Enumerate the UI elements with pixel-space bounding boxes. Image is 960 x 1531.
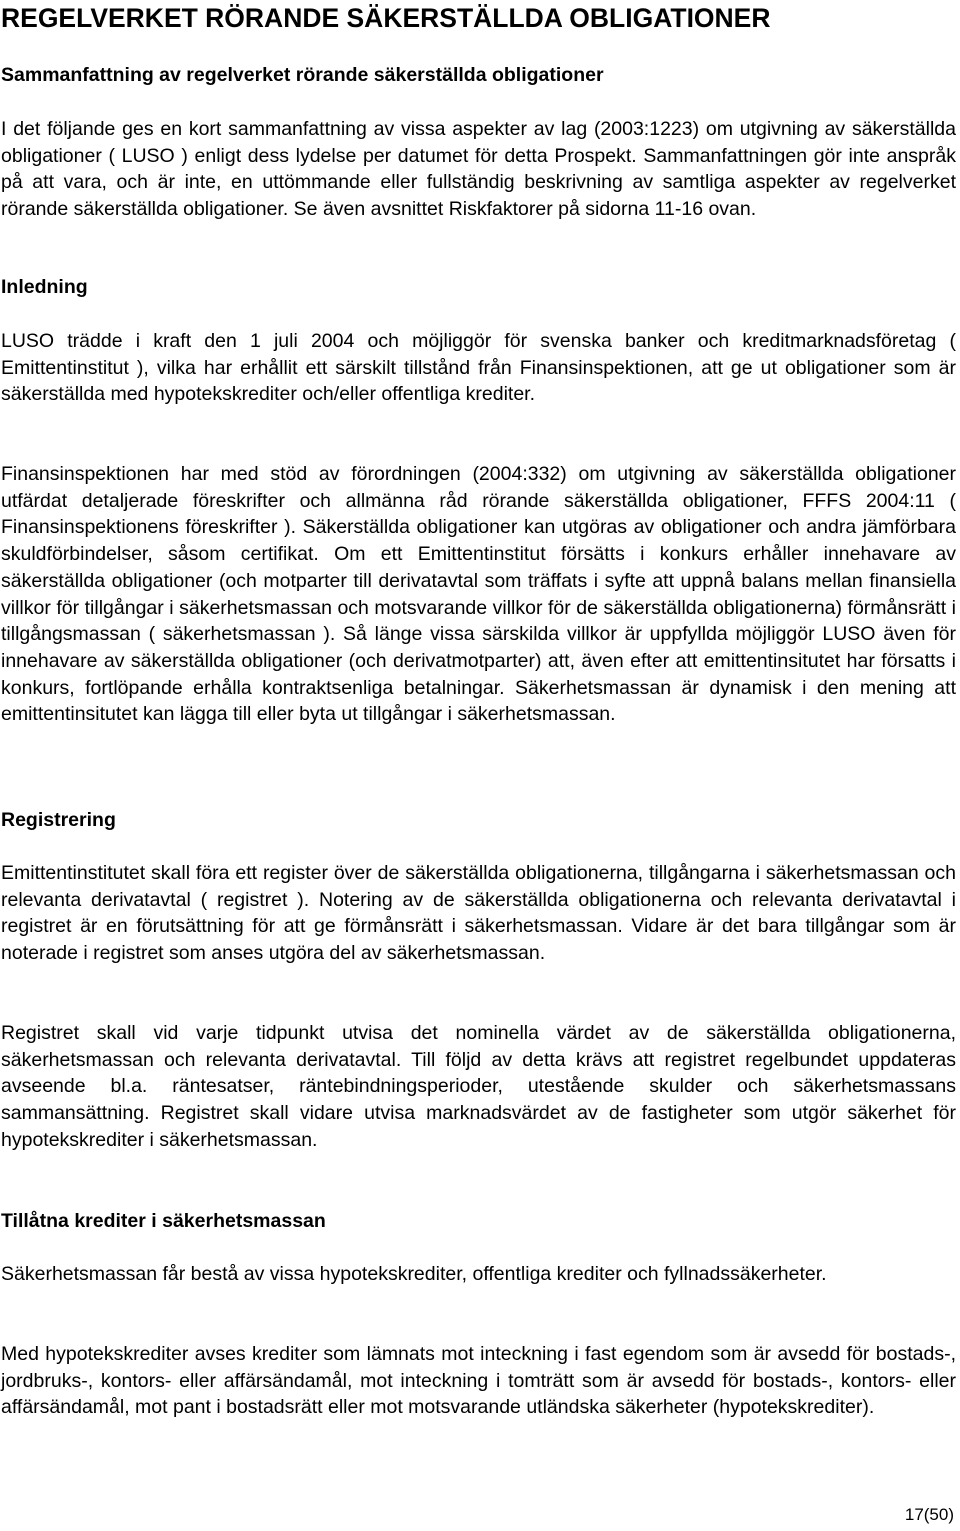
section-heading-inledning: Inledning xyxy=(1,276,88,298)
section-heading-registrering: Registrering xyxy=(1,809,116,831)
document-subtitle: Sammanfattning av regelverket rörande säkerställda obligationer xyxy=(1,64,604,86)
document-title: REGELVERKET RÖRANDE SÄKERSTÄLLDA OBLIGATIONER xyxy=(1,3,771,33)
inledning-paragraph-2: Finansinspektionen har med stöd av förordningen (2004:332) om utgivning av säkerställda obligationer utfärdat detaljerade föreskrifter och allmänna råd rörande säkerställda obligationer, FFFS 2004:11 ( Finansinspektionens föreskrifter ). Säkerställda obligationer kan utgöras av obligationer och andra jämförbara skuldförbindelser, såsom certifikat. Om ett Emittentinstitut försätts i konkurs erhåller innehavare av säkerställda obligationer (och motparter till derivatavtal som träffats i syfte att uppnå balans mellan finansiella villkor för tillgångar i säkerhetsmassan och motsvarande villkor för de säkerställda obligationerna) förmånsrätt i tillgångsmassan ( säkerhetsmassan ). Så länge vissa särskilda villkor är uppfyllda möjliggör LUSO även för innehavare av säkerställda obligationer (och derivatmotparter) att, även efter att emittentinsitutet har försatts i konkurs, fortlöpande erhålla kontraktsenliga betalningar. Säkerhetsmassan är dynamisk i den mening att emittentinsitutet kan lägga till eller byta ut tillgångar i säkerhetsmassan. xyxy=(1,463,956,726)
tillatna-krediter-paragraph-2: Med hypotekskrediter avses krediter som lämnats mot inteckning i fast egendom som är avsedd för bostads-, jordbruks-, kontors- eller affärsändamål, mot inteckning i tomträtt som är avsedd för bostads-, kontors- eller affärsändamål, mot pant i bostadsrätt eller mot motsvarande utländska säkerheter (hypotekskrediter). xyxy=(1,1343,956,1419)
inledning-paragraph-1: LUSO trädde i kraft den 1 juli 2004 och möjliggör för svenska banker och kreditmarknadsföretag ( Emittentinstitut ), vilka har erhållit ett särskilt tillstånd från Finansinspektionen, att ge ut obligationer som är säkerställda med hypotekskrediter och/eller offentliga krediter. xyxy=(1,330,956,406)
tillatna-krediter-paragraph-1: Säkerhetsmassan får bestå av vissa hypotekskrediter, offentliga krediter och fyllnadssäkerheter. xyxy=(1,1263,827,1285)
registrering-paragraph-2: Registret skall vid varje tidpunkt utvisa det nominella värdet av de säkerställda obligationerna, säkerhetsmassan och relevanta derivatavtal. Till följd av detta krävs att registret regelbundet uppdateras avseende bl.a. räntesatser, räntebindningsperioder, utestående skulder och säkerhetsmassans sammansättning. Registret skall vidare utvisa marknadsvärdet av de fastigheter som utgör säkerhet för hypotekskrediter i säkerhetsmassan. xyxy=(1,1022,956,1151)
registrering-paragraph-1: Emittentinstitutet skall föra ett register över de säkerställda obligationerna, tillgångarna i säkerhetsmassan och relevanta derivatavtal ( registret ). Notering av de säkerställda obligationerna och relevanta derivatavtal i registret är en förutsättning för att ge förmånsrätt i säkerhetsmassan. Vidare är det bara tillgångar som är noterade i registret som anses utgöra del av säkerhetsmassan. xyxy=(1,862,956,965)
intro-paragraph: I det följande ges en kort sammanfattning av vissa aspekter av lag (2003:1223) om utgivning av säkerställda obligationer ( LUSO ) enligt dess lydelse per datumet för detta Prospekt. Sammanfattningen gör inte anspråk på att vara, och är inte, en uttömmande eller fullständig beskrivning av samtliga aspekter av regelverket rörande säkerställda obligationer. Se även avsnittet Riskfaktorer på sidorna 11-16 ovan. xyxy=(1,118,956,221)
page-number: 17(50) xyxy=(904,1505,954,1524)
section-heading-tillatna-krediter: Tillåtna krediter i säkerhetsmassan xyxy=(1,1210,326,1232)
